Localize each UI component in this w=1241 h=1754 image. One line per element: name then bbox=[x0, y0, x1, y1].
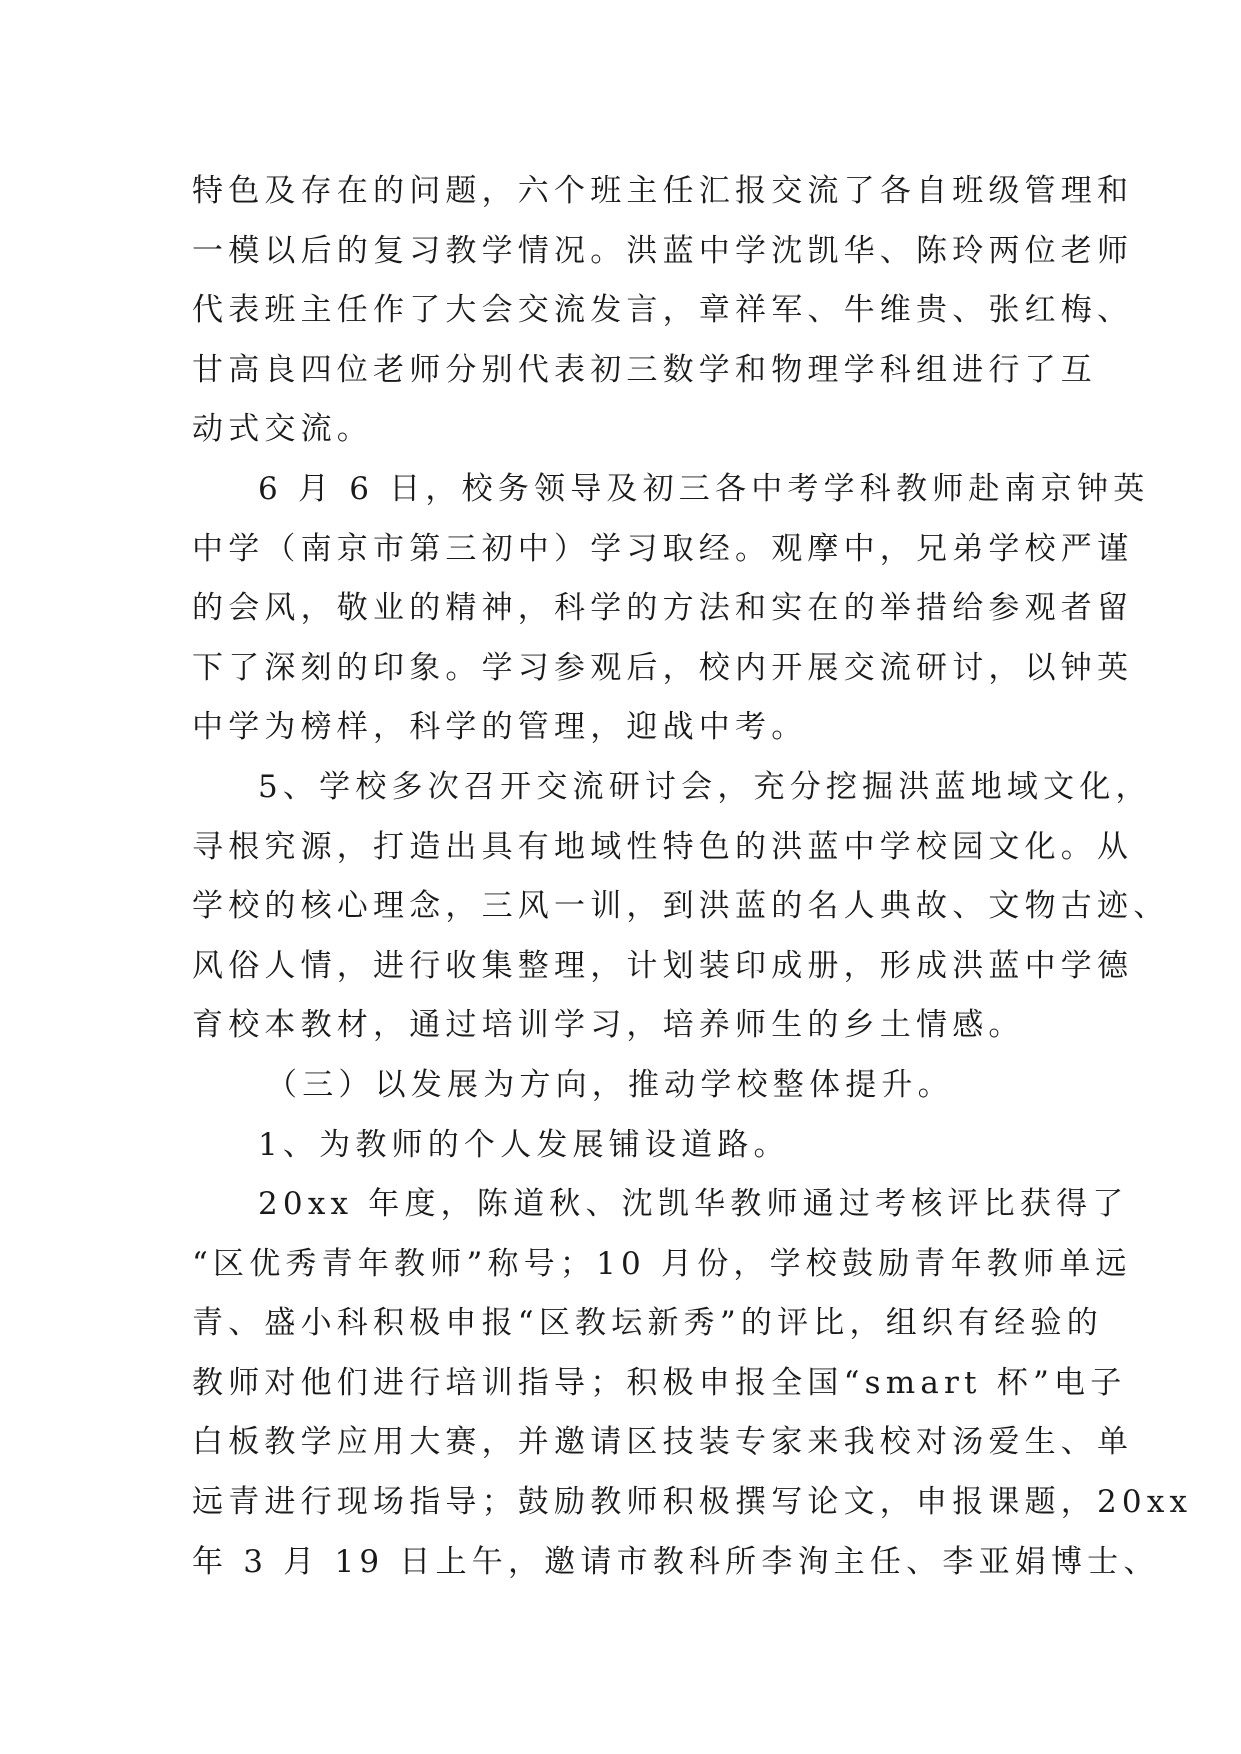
text-line: 20xx 年度，陈道秋、沈凯华教师通过考核评比获得了 bbox=[258, 1186, 1129, 1223]
text-line: 学校的核心理念，三风一训，到洪蓝的名人典故、文物古迹、 bbox=[192, 888, 1170, 925]
text-line: “区优秀青年教师”称号；10 月份，学校鼓励青年教师单远 bbox=[192, 1245, 1132, 1282]
text-line: 一模以后的复习教学情况。洪蓝中学沈凯华、陈玲两位老师 bbox=[192, 232, 1134, 269]
text-line: 代表班主任作了大会交流发言，章祥军、牛维贵、张红梅、 bbox=[192, 292, 1134, 329]
text-line: 特色及存在的问题，六个班主任汇报交流了各自班级管理和 bbox=[192, 173, 1134, 209]
text-line: 教师对他们进行培训指导；积极申报全国“smart 杯”电子 bbox=[192, 1364, 1127, 1401]
text-line: 6 月 6 日，校务领导及初三各中考学科教师赴南京钟英 bbox=[258, 470, 1150, 507]
section-heading: （三）以发展为方向，推动学校整体提升。 bbox=[266, 1066, 954, 1103]
text-line: 青、盛小科积极申报“区教坛新秀”的评比，组织有经验的 bbox=[192, 1305, 1103, 1342]
text-line: 甘高良四位老师分别代表初三数学和物理学科组进行了互 bbox=[192, 351, 1097, 388]
document-body bbox=[192, 162, 1193, 1592]
text-line: 中学为榜样，科学的管理，迎战中考。 bbox=[192, 709, 808, 746]
text-line: 育校本教材，通过培训学习，培养师生的乡土情感。 bbox=[192, 1007, 1025, 1044]
text-line: 中学（南京市第三初中）学习取经。观摩中，兄弟学校严谨 bbox=[192, 530, 1134, 567]
text-line: 寻根究源，打造出具有地域性特色的洪蓝中学校园文化。从 bbox=[192, 828, 1134, 865]
text-line: 白板教学应用大赛，并邀请区技装专家来我校对汤爱生、单 bbox=[192, 1424, 1134, 1461]
text-line: 5、学校多次召开交流研讨会，充分挖掘洪蓝地域文化， bbox=[258, 768, 1152, 805]
subsection-heading: 1、为教师的个人发展铺设道路。 bbox=[258, 1126, 790, 1163]
text-line: 风俗人情，进行收集整理，计划装印成册，形成洪蓝中学德 bbox=[192, 947, 1134, 984]
text-line: 动式交流。 bbox=[192, 411, 373, 448]
text-line: 的会风，敬业的精神，科学的方法和实在的举措给参观者留 bbox=[192, 590, 1134, 627]
text-line: 年 3 月 19 日上午，邀请市教科所李洵主任、李亚娟博士、 bbox=[192, 1543, 1160, 1580]
text-line: 远青进行现场指导；鼓励教师积极撰写论文，申报课题，20xx bbox=[192, 1484, 1193, 1521]
text-line: 下了深刻的印象。学习参观后，校内开展交流研讨，以钟英 bbox=[192, 649, 1134, 686]
